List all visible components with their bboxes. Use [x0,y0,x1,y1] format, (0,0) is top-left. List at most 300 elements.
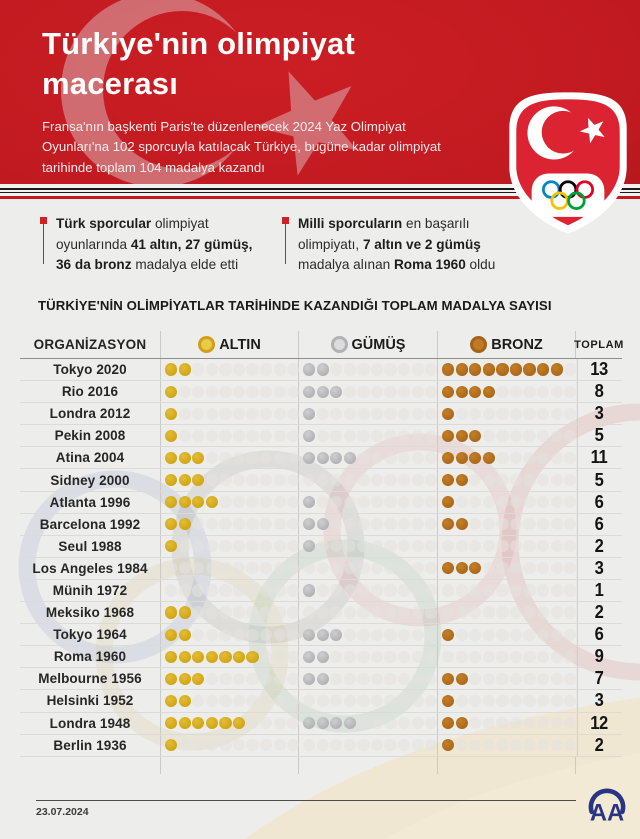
gold-medal-icon [198,336,215,353]
row-total: 3 [577,403,620,424]
empty-dot [384,540,396,552]
silver-medal-dot [317,673,329,685]
empty-dot [233,673,245,685]
silver-medal-dot [317,717,329,729]
row-label: Roma 1960 [53,649,127,665]
empty-dot [357,739,369,751]
empty-dot [179,739,191,751]
gold-medal-dot [165,606,177,618]
gold-medal-dot [165,386,177,398]
empty-dot [219,452,231,464]
empty-dot [523,386,535,398]
empty-dot [442,606,454,618]
empty-dot [551,540,563,552]
empty-dot [384,496,396,508]
empty-dot [551,408,563,420]
table-row [20,580,622,602]
empty-dot [192,606,204,618]
empty-dot [442,584,454,596]
empty-dot [219,518,231,530]
empty-dot [551,606,563,618]
gold-medal-dot [165,651,177,663]
bronze-medal-dot [456,717,468,729]
empty-dot [274,496,286,508]
gold-medal-dot [165,518,177,530]
empty-dot [192,518,204,530]
empty-dot [330,363,342,375]
empty-dot [398,739,410,751]
empty-dot [456,408,468,420]
empty-dot [274,695,286,707]
empty-dot [496,430,508,442]
empty-dot [564,408,576,420]
empty-dot [564,629,576,641]
row-label: Rio 2016 [61,384,119,400]
bronze-medal-dot [510,363,522,375]
empty-dot [274,386,286,398]
empty-dot [274,474,286,486]
empty-dot [412,695,424,707]
empty-dot [412,606,424,618]
page-title-line2: macerası [42,65,179,101]
silver-dots-cell [298,580,437,601]
empty-dot [260,540,272,552]
empty-dot [371,562,383,574]
empty-dot [357,717,369,729]
gold-medal-dot [165,540,177,552]
table-body [20,359,622,757]
bronze-medal-dot [483,452,495,464]
empty-dot [344,430,356,442]
empty-dot [274,518,286,530]
empty-dot [384,606,396,618]
empty-dot [456,695,468,707]
bronze-medal-dot [456,673,468,685]
empty-dot [384,408,396,420]
empty-dot [483,540,495,552]
empty-dot [551,673,563,685]
bronze-medal-dot [469,386,481,398]
row-label: Tokyo 2020 [53,362,127,378]
silver-dots-cell [298,403,437,424]
empty-dot [537,673,549,685]
empty-dot [483,651,495,663]
row-total: 2 [577,602,620,623]
empty-dot [260,739,272,751]
empty-dot [384,739,396,751]
empty-dot [510,695,522,707]
empty-dot [564,363,576,375]
gold-medal-dot [192,496,204,508]
bronze-dots-cell [437,558,575,579]
bronze-medal-dot [551,363,563,375]
empty-dot [219,584,231,596]
empty-dot [537,629,549,641]
bronze-dots-cell [437,668,575,689]
empty-dot [303,739,315,751]
table-row [20,602,622,624]
empty-dot [398,540,410,552]
silver-medal-dot [330,629,342,641]
empty-dot [165,562,177,574]
bronze-dots-cell [437,469,575,490]
empty-dot [496,629,508,641]
silver-medal-dot [317,518,329,530]
table-row [20,624,622,646]
empty-dot [330,540,342,552]
gold-medal-dot [179,606,191,618]
empty-dot [469,739,481,751]
empty-dot [398,474,410,486]
page-title-line1: Türkiye'nin olimpiyat [42,26,356,61]
empty-dot [344,386,356,398]
empty-dot [425,739,437,751]
row-label: Helsinki 1952 [46,693,134,709]
table-row [20,713,622,735]
empty-dot [233,452,245,464]
empty-dot [371,695,383,707]
empty-dot [469,606,481,618]
empty-dot [469,408,481,420]
row-label: Berlin 1936 [53,737,127,753]
silver-dots-cell [298,690,437,711]
empty-dot [425,496,437,508]
empty-dot [412,739,424,751]
empty-dot [274,540,286,552]
gold-medal-dot [165,408,177,420]
empty-dot [425,430,437,442]
empty-dot [260,606,272,618]
silver-dots-cell [298,602,437,623]
empty-dot [192,386,204,398]
empty-dot [523,496,535,508]
empty-dot [510,408,522,420]
gold-medal-dot [165,717,177,729]
empty-dot [179,584,191,596]
empty-dot [537,386,549,398]
gold-medal-dot [192,651,204,663]
empty-dot [537,496,549,508]
silver-dots-cell [298,624,437,645]
empty-dot [165,584,177,596]
empty-dot [219,386,231,398]
page-subtitle: Fransa'nın başkenti Paris'te düzenlenecek 2024 Yaz Olimpiyat Oyunları'na 102 sporcuyla katılacak Türkiye, bugüne kadar olimpiyat tarihinde toplam 104 madalya kazandı [42,119,441,175]
bronze-medal-dot [483,386,495,398]
empty-dot [412,430,424,442]
bronze-medal-dot [469,363,481,375]
silver-dots-cell [298,646,437,667]
bronze-medal-dot [456,562,468,574]
empty-dot [260,452,272,464]
empty-dot [384,562,396,574]
empty-dot [206,584,218,596]
empty-dot [287,363,299,375]
empty-dot [510,651,522,663]
gold-medal-dot [165,673,177,685]
empty-dot [496,540,508,552]
empty-dot [425,452,437,464]
empty-dot [274,651,286,663]
empty-dot [233,562,245,574]
empty-dot [496,606,508,618]
empty-dot [523,474,535,486]
empty-dot [371,363,383,375]
empty-dot [442,540,454,552]
empty-dot [496,408,508,420]
gold-dots-cell [160,735,298,756]
gold-dots-cell [160,713,298,734]
empty-dot [179,562,191,574]
bronze-medal-dot [442,408,454,420]
empty-dot [233,386,245,398]
bronze-medal-dot [442,452,454,464]
empty-dot [483,695,495,707]
empty-dot [523,518,535,530]
empty-dot [398,695,410,707]
empty-dot [384,452,396,464]
empty-dot [425,584,437,596]
empty-dot [274,629,286,641]
empty-dot [206,540,218,552]
empty-dot [344,408,356,420]
empty-dot [357,606,369,618]
empty-dot [344,474,356,486]
gold-dots-cell [160,425,298,446]
row-label: Tokyo 1964 [53,627,127,643]
empty-dot [537,452,549,464]
empty-dot [344,518,356,530]
empty-dot [510,584,522,596]
empty-dot [371,651,383,663]
empty-dot [537,739,549,751]
gold-medal-dot [179,651,191,663]
empty-dot [371,673,383,685]
empty-dot [564,562,576,574]
empty-dot [357,496,369,508]
empty-dot [398,584,410,596]
empty-dot [537,606,549,618]
row-label: Londra 2012 [49,406,131,422]
empty-dot [564,452,576,464]
empty-dot [483,717,495,729]
empty-dot [192,629,204,641]
empty-dot [260,518,272,530]
fact-item [40,214,256,276]
empty-dot [551,562,563,574]
empty-dot [425,629,437,641]
silver-dots-cell [298,447,437,468]
bronze-dots-cell [437,624,575,645]
gold-medal-dot [192,673,204,685]
silver-dots-cell [298,536,437,557]
silver-medal-dot [317,629,329,641]
empty-dot [206,452,218,464]
empty-dot [371,584,383,596]
silver-medal-dot [303,717,315,729]
empty-dot [456,606,468,618]
empty-dot [483,739,495,751]
fact-text: Milli sporcuların en başarılı olimpiyatı, 7 altın ve 2 gümüş madalya alınan Roma 1960 oldu [298,216,496,273]
empty-dot [523,408,535,420]
empty-dot [344,562,356,574]
empty-dot [219,430,231,442]
empty-dot [260,430,272,442]
silver-dots-cell [298,558,437,579]
empty-dot [206,629,218,641]
empty-dot [246,430,258,442]
empty-dot [246,408,258,420]
empty-dot [483,518,495,530]
empty-dot [384,717,396,729]
empty-dot [260,562,272,574]
empty-dot [510,386,522,398]
empty-dot [469,496,481,508]
empty-dot [233,540,245,552]
empty-dot [510,496,522,508]
empty-dot [179,408,191,420]
silver-medal-dot [317,651,329,663]
silver-medal-dot [317,452,329,464]
empty-dot [456,540,468,552]
silver-dots-cell [298,425,437,446]
table-tail [20,757,622,774]
row-label: Los Angeles 1984 [32,560,148,576]
empty-dot [456,584,468,596]
empty-dot [260,651,272,663]
empty-dot [412,452,424,464]
empty-dot [303,606,315,618]
row-total: 3 [577,558,620,579]
empty-dot [398,386,410,398]
empty-dot [384,584,396,596]
empty-dot [246,695,258,707]
row-label: Münih 1972 [52,582,128,598]
bronze-medal-dot [456,363,468,375]
gold-medal-dot [165,629,177,641]
empty-dot [344,540,356,552]
empty-dot [456,629,468,641]
bronze-dots-cell [437,536,575,557]
bronze-medal-dot [456,386,468,398]
empty-dot [274,430,286,442]
silver-medal-dot [303,651,315,663]
empty-dot [425,540,437,552]
empty-dot [260,673,272,685]
empty-dot [510,452,522,464]
row-total: 11 [577,447,620,468]
row-label: Melbourne 1956 [38,671,142,687]
gold-dots-cell [160,558,298,579]
bronze-medal-dot [442,518,454,530]
fact-bullet-icon [40,214,47,276]
empty-dot [537,651,549,663]
empty-dot [510,540,522,552]
bronze-medal-dot [456,474,468,486]
silver-dots-cell [298,668,437,689]
empty-dot [564,496,576,508]
empty-dot [246,474,258,486]
gold-dots-cell [160,690,298,711]
empty-dot [287,584,299,596]
empty-dot [537,584,549,596]
silver-dots-cell [298,359,437,380]
empty-dot [564,606,576,618]
table-row [20,425,622,447]
empty-dot [260,386,272,398]
empty-dot [442,651,454,663]
empty-dot [496,496,508,508]
empty-dot [233,430,245,442]
empty-dot [357,673,369,685]
empty-dot [206,518,218,530]
row-total: 6 [577,624,620,645]
empty-dot [317,606,329,618]
empty-dot [412,562,424,574]
empty-dot [551,629,563,641]
bronze-medal-dot [442,673,454,685]
gold-medal-dot [179,695,191,707]
empty-dot [469,695,481,707]
empty-dot [219,629,231,641]
gold-medal-dot [165,496,177,508]
empty-dot [412,651,424,663]
bronze-dots-cell [437,381,575,402]
empty-dot [206,474,218,486]
empty-dot [398,363,410,375]
empty-dot [317,496,329,508]
empty-dot [219,408,231,420]
empty-dot [357,474,369,486]
empty-dot [219,562,231,574]
bronze-medal-dot [442,717,454,729]
empty-dot [510,739,522,751]
empty-dot [483,408,495,420]
empty-dot [483,562,495,574]
gold-medal-dot [179,629,191,641]
silver-medal-dot [303,452,315,464]
bronze-medal-dot [442,386,454,398]
empty-dot [206,408,218,420]
empty-dot [551,651,563,663]
bronze-medal-dot [469,452,481,464]
gold-medal-dot [179,717,191,729]
row-total: 1 [577,580,620,601]
gold-dots-cell [160,492,298,513]
empty-dot [384,629,396,641]
empty-dot [483,629,495,641]
silver-medal-dot [303,430,315,442]
empty-dot [303,562,315,574]
gold-medal-dot [192,452,204,464]
empty-dot [317,584,329,596]
empty-dot [330,518,342,530]
empty-dot [219,739,231,751]
empty-dot [371,386,383,398]
empty-dot [510,717,522,729]
silver-medal-dot [303,496,315,508]
row-total: 3 [577,690,620,711]
gold-medal-dot [179,452,191,464]
fact-bullet-icon [282,214,289,276]
gold-dots-cell [160,602,298,623]
empty-dot [330,474,342,486]
table-row [20,668,622,690]
empty-dot [412,540,424,552]
empty-dot [564,518,576,530]
row-label: Londra 1948 [49,715,131,731]
row-label: Barcelona 1992 [39,516,141,532]
empty-dot [469,629,481,641]
